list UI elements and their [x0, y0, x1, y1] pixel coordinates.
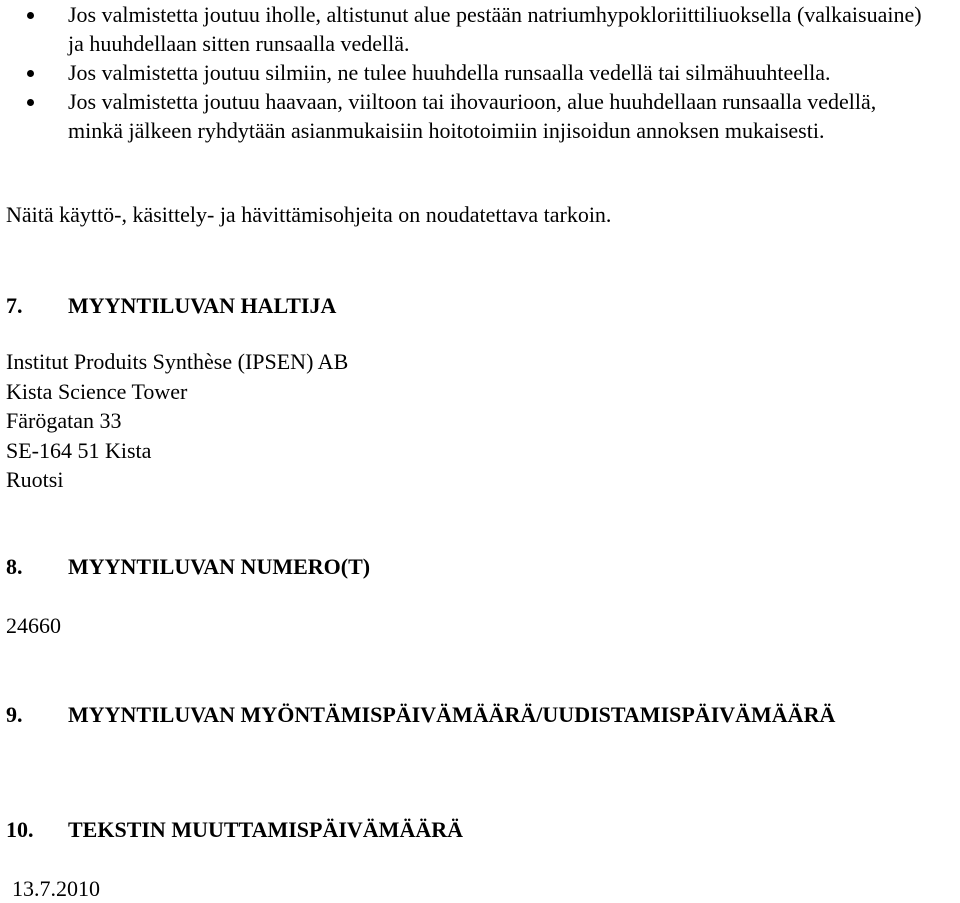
address-line: Kista Science Tower	[6, 378, 188, 404]
section-8-heading	[6, 552, 370, 581]
section-number: 10.	[6, 817, 34, 842]
bullet-icon	[27, 99, 34, 106]
address-line: SE-164 51 Kista	[6, 437, 152, 463]
instruction-note: Näitä käyttö-, käsittely- ja hävittämisohjeita on noudatettava tarkoin.	[6, 202, 612, 227]
section-number: 9.	[6, 702, 23, 727]
section-title: MYYNTILUVAN HALTIJA	[68, 293, 337, 318]
address-line: Institut Produits Synthèse (IPSEN) AB	[6, 349, 349, 374]
revision-date: 13.7.2010	[12, 876, 100, 901]
section-title: MYYNTILUVAN MYÖNTÄMISPÄIVÄMÄÄRÄ/UUDISTAMISPÄIVÄMÄÄRÄ	[68, 702, 836, 727]
bullet-icon	[27, 12, 34, 19]
bullet-list	[0, 0, 960, 145]
bullet-item	[0, 58, 960, 87]
address-line: Färögatan 33	[6, 408, 122, 433]
section-title: MYYNTILUVAN NUMERO(T)	[68, 554, 371, 579]
marketing-authorisation-holder-address	[6, 347, 348, 495]
section-number: 8.	[6, 554, 23, 579]
bullet-item	[0, 87, 960, 145]
authorisation-number: 24660	[6, 613, 61, 638]
bullet-text: Jos valmistetta joutuu haavaan, viiltoon tai ihovaurioon, alue huuhdellaan runsaalla vedellä, minkä jälkeen ryhdytään asianmukaisiin hoitotoimiin injisoidun annoksen mukaisesti.	[68, 89, 877, 143]
section-9-heading	[6, 700, 835, 729]
bullet-text: Jos valmistetta joutuu silmiin, ne tulee huuhdella runsaalla vedellä tai silmähuuhteella.	[68, 60, 831, 85]
section-title: TEKSTIN MUUTTAMISPÄIVÄMÄÄRÄ	[68, 817, 464, 842]
bullet-icon	[27, 70, 34, 77]
bullet-item	[0, 0, 960, 58]
section-7-heading	[6, 291, 336, 320]
address-line: Ruotsi	[6, 467, 64, 492]
section-10-heading	[6, 815, 463, 844]
bullet-text: Jos valmistetta joutuu iholle, altistunut alue pestään natriumhypokloriittiliuoksella (valkaisuaine) ja huuhdellaan sitten runsaalla vedellä.	[68, 2, 922, 56]
section-number: 7.	[6, 293, 23, 318]
